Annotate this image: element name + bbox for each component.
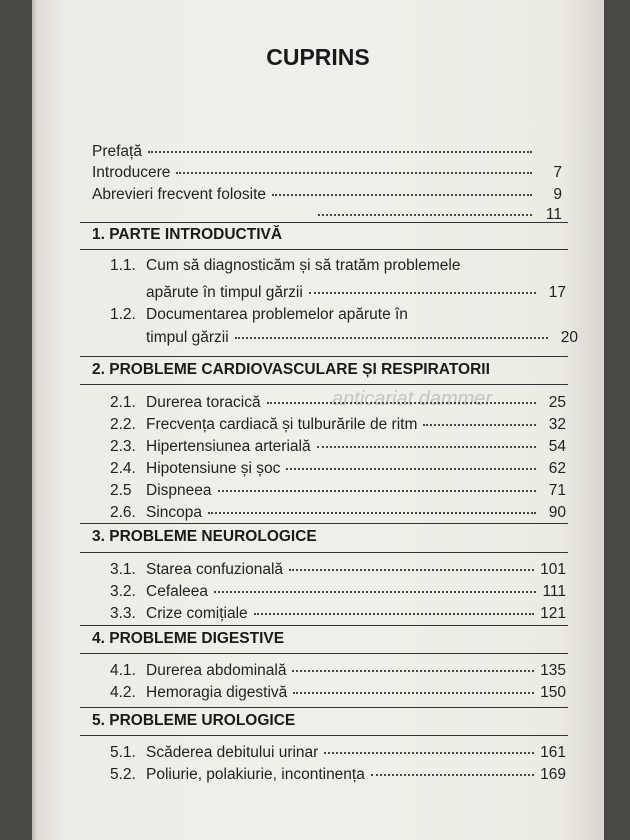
section-divider (80, 625, 568, 626)
entry-label: Dispneea (146, 482, 212, 499)
toc-entry-4-1 (110, 662, 566, 680)
dot-leader (289, 569, 534, 571)
entry-number: 1.1. (110, 257, 136, 274)
entry-label: Cefaleea (146, 583, 209, 600)
entry-label: Hipotensiune și șoc (146, 460, 281, 477)
section-divider (80, 552, 568, 553)
toc-entry-2-6 (110, 504, 566, 522)
page-number: 25 (548, 394, 566, 411)
entry-label: Crize comițiale (146, 605, 248, 622)
toc-entry-3-3 (110, 605, 566, 623)
entry-label: Frecvența cardiacă și tulburările de ritm (146, 416, 418, 433)
section-divider (80, 653, 568, 654)
dot-leader (292, 670, 534, 672)
section-heading-5: 5. PROBLEME UROLOGICE (92, 712, 296, 729)
page-number: 7 (553, 164, 562, 181)
dot-leader (254, 613, 534, 615)
dot-leader (148, 151, 532, 153)
toc-entry-continuation (312, 206, 562, 228)
toc-entry-1-1 (110, 257, 566, 275)
entry-label: Abrevieri frecvent folosite (92, 186, 267, 203)
toc-entry-2-3 (110, 438, 566, 456)
page-number: 17 (548, 284, 566, 301)
toc-entry-4-2 (110, 684, 566, 702)
entry-number: 3.3. (110, 605, 136, 622)
entry-number: 3.2. (110, 583, 136, 600)
page-number: 150 (540, 684, 566, 701)
entry-label: Hemoragia digestivă (146, 684, 288, 701)
page-number: 71 (548, 482, 566, 499)
page-number: 121 (540, 605, 566, 622)
section-heading-2: 2. PROBLEME CARDIOVASCULARE ȘI RESPIRATORII (92, 361, 490, 378)
page-number: 9 (553, 186, 562, 203)
page-title: CUPRINS (266, 44, 370, 70)
page-number: 135 (540, 662, 566, 679)
watermark: anticariat dammer (332, 388, 493, 410)
page-number: 54 (548, 438, 566, 455)
toc-entry-5-1 (110, 744, 566, 762)
section-divider (80, 523, 568, 524)
entry-number: 4.2. (110, 684, 136, 701)
section-heading-3: 3. PROBLEME NEUROLOGICE (92, 528, 317, 545)
section-divider (80, 222, 568, 223)
entry-label: Durerea abdominală (146, 662, 287, 679)
toc-entry-2-2 (110, 416, 566, 434)
toc-entry-2-1 (110, 394, 566, 412)
entry-label: Hipertensiunea arterială (146, 438, 311, 455)
page-number: 62 (548, 460, 566, 477)
toc-entry-1-1-cont (146, 284, 566, 302)
entry-number: 2.1. (110, 394, 136, 411)
entry-label: Starea confuzională (146, 561, 284, 578)
page-number: 32 (548, 416, 566, 433)
entry-number: 3.1. (110, 561, 136, 578)
dot-leader (272, 194, 532, 196)
toc-entry-3-1 (110, 561, 566, 579)
page-number: 111 (542, 583, 566, 600)
entry-label: apărute în timpul gărzii (146, 284, 303, 301)
page-number: 169 (540, 766, 566, 783)
entry-label: Documentarea problemelor apărute în (146, 306, 408, 323)
dot-leader (293, 692, 534, 694)
page-number: 161 (540, 744, 566, 761)
toc-entry-5-2 (110, 766, 566, 784)
dot-leader (286, 468, 536, 470)
page-number: 90 (548, 504, 566, 521)
entry-label: timpul gărzii (146, 329, 229, 346)
dot-leader (267, 402, 536, 404)
entry-number: 2.5 (110, 482, 132, 499)
toc-entry-3-2 (110, 583, 566, 601)
entry-number: 5.1. (110, 744, 136, 761)
entry-label: Scăderea debitului urinar (146, 744, 319, 761)
toc-entry-2-5 (110, 482, 566, 500)
toc-entry-abrevieri (92, 186, 562, 208)
dot-leader (317, 446, 536, 448)
dot-leader (218, 490, 537, 492)
section-divider (80, 356, 568, 357)
section-divider (80, 707, 568, 708)
dot-leader (235, 337, 548, 339)
entry-number: 1.2. (110, 306, 136, 323)
dot-leader (176, 172, 532, 174)
entry-label: Poliurie, polakiurie, incontinența (146, 766, 365, 783)
dot-leader (318, 214, 532, 216)
dot-leader (208, 512, 536, 514)
section-divider (80, 384, 568, 385)
toc-entry-introducere (92, 164, 562, 186)
page-number: 11 (545, 206, 562, 223)
section-heading-1: 1. PARTE INTRODUCTIVĂ (92, 226, 283, 243)
dot-leader (324, 752, 534, 754)
entry-number: 2.6. (110, 504, 136, 521)
entry-label: Sincopa (146, 504, 203, 521)
entry-label: Introducere (92, 164, 171, 181)
entry-number: 2.2. (110, 416, 136, 433)
toc-entry-2-4 (110, 460, 566, 478)
dot-leader (371, 774, 534, 776)
entry-number: 2.4. (110, 460, 136, 477)
book-page (32, 0, 604, 840)
page-number: 101 (540, 561, 566, 578)
toc-entry-1-2 (110, 306, 566, 324)
section-heading-4: 4. PROBLEME DIGESTIVE (92, 630, 285, 647)
entry-number: 2.3. (110, 438, 136, 455)
dot-leader (309, 292, 536, 294)
page-fold (32, 0, 38, 840)
entry-label: Prefață (92, 143, 142, 160)
entry-label: Cum să diagnosticăm și să tratăm problemele (146, 257, 461, 274)
dot-leader (423, 424, 536, 426)
entry-number: 4.1. (110, 662, 136, 679)
entry-number: 5.2. (110, 766, 136, 783)
section-divider (80, 249, 568, 250)
page-number: 20 (560, 329, 578, 346)
toc-entry-1-2-cont (146, 329, 578, 347)
dot-leader (214, 591, 536, 593)
toc-entry-prefata (92, 143, 562, 165)
entry-label: Durerea toracică (146, 394, 261, 411)
section-divider (80, 735, 568, 736)
